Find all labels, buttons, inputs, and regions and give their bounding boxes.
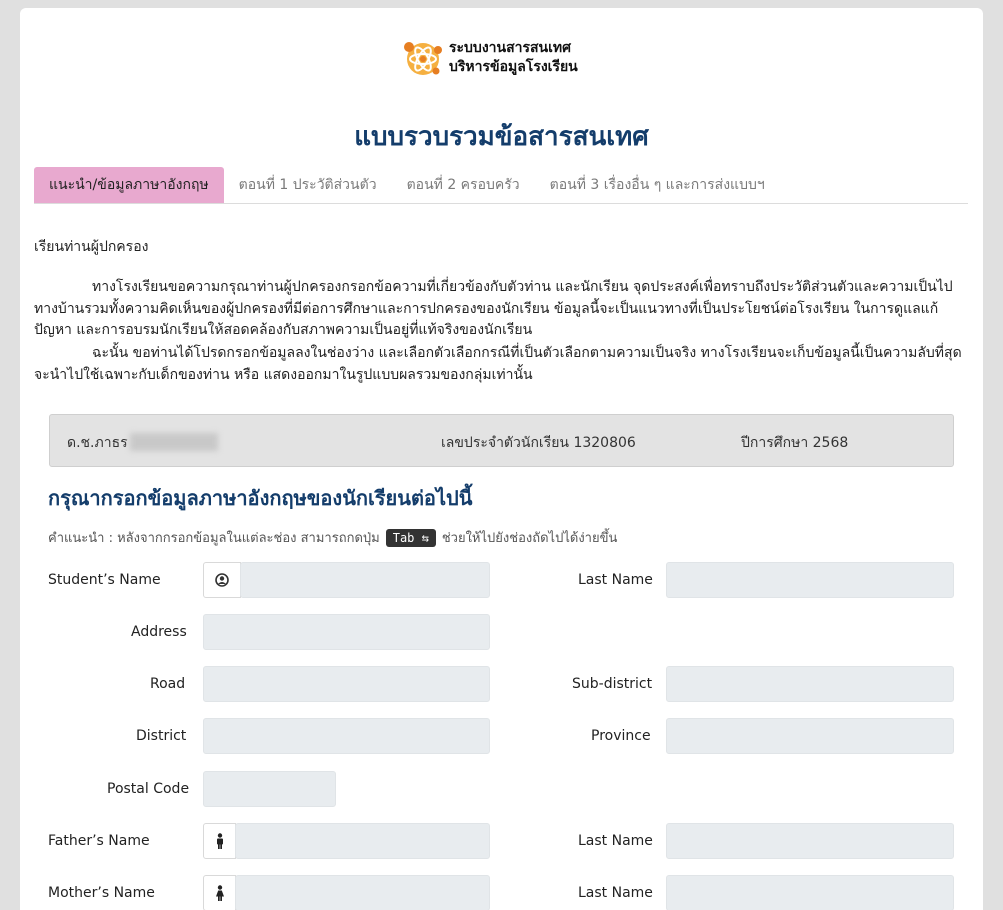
logo-title-line1: ระบบงานสารสนเทศ: [449, 40, 572, 56]
salutation: เรียนท่านผู้ปกครอง: [34, 239, 149, 255]
sub-district-label: Sub-district: [572, 676, 653, 692]
sub-district-input[interactable]: [666, 666, 954, 702]
address-input[interactable]: [203, 614, 490, 650]
school-logo[interactable]: [403, 38, 578, 78]
main-card: [20, 8, 983, 910]
mother-first-name-input[interactable]: [235, 875, 490, 910]
form-section-title: กรุณากรอกข้อมูลภาษาอังกฤษของนักเรียนต่อไปนี้: [48, 486, 473, 510]
academic-year: ปีการศึกษา 2568: [741, 435, 849, 451]
tab-other-submit[interactable]: ตอนที่ 3 เรื่องอื่น ๆ และการส่งแบบฯ: [549, 177, 765, 193]
mother-name-label: Mother’s Name: [48, 885, 155, 901]
hint-text: ช่วยให้ไปยังช่องถัดไปได้ง่ายขึ้น: [441, 531, 618, 546]
province-label: Province: [591, 728, 651, 744]
address-label: Address: [131, 624, 187, 640]
father-last-name-label: Last Name: [578, 833, 653, 849]
intro-paragraph: ฉะนั้น ขอท่านได้โปรดกรอกข้อมูลลงในช่องว่าง และเลือกตัวเลือกกรณีที่เป็นตัวเลือกตามความเป็นจริง ทางโรงเรียนจะเก็บข้อมูลนี้เป็นความลับที่สุด จะนำไปใช้เฉพาะกับเด็กของท่าน หรือ แสดงออกมาในรูปแบบผลรวมของกลุ่มเท่านั้น: [34, 345, 962, 383]
redacted-name: [130, 433, 218, 451]
user-circle-icon: [203, 562, 241, 598]
father-name-label: Father’s Name: [48, 833, 150, 849]
intro-paragraph: ทางโรงเรียนขอความกรุณาท่านผู้ปกครองกรอกข้อความที่เกี่ยวข้องกับตัวท่าน และนักเรียน จุดประสงค์เพื่อทราบถึงประวัติส่วนตัวและความเป็นไปทางบ้านรวมทั้งความคิดเห็นของผู้ปกครองที่มีต่อการศึกษาและการปกครองของนักเรียน ข้อมูลนี้จะเป็นแนวทางที่เป็นประโยชน์ต่อโรงเรียน ในการดูแลแก้ปัญหา และการอบรมนักเรียนให้สอดคล้องกับสภาพความเป็นอยู่ที่แท้จริงของนักเรียน: [34, 279, 953, 338]
student-name-text: ด.ช.ภาธร: [67, 435, 128, 451]
father-last-name-input[interactable]: [666, 823, 954, 859]
student-last-name-label: Last Name: [578, 572, 653, 588]
student-id: เลขประจำตัวนักเรียน 1320806: [441, 435, 636, 451]
tab-personal-history[interactable]: ตอนที่ 1 ประวัติส่วนตัว: [238, 177, 377, 193]
hint-text: คำแนะนำ : หลังจากกรอกข้อมูลในแต่ละช่อง สามารถกดปุ่ม: [48, 531, 380, 546]
page-title: แบบรวบรวมข้อสารสนเทศ: [354, 122, 649, 152]
student-info-bar: [49, 414, 954, 467]
tab-intro-english[interactable]: แนะนำ/ข้อมูลภาษาอังกฤษ: [34, 167, 224, 203]
atom-icon: [403, 38, 443, 78]
father-first-name-input[interactable]: [235, 823, 490, 859]
student-last-name-input[interactable]: [666, 562, 954, 598]
road-label: Road: [150, 676, 186, 692]
road-input[interactable]: [203, 666, 490, 702]
postal-code-label: Postal Code: [107, 781, 190, 797]
province-input[interactable]: [666, 718, 954, 754]
mother-last-name-input[interactable]: [666, 875, 954, 910]
student-first-name-input[interactable]: [240, 562, 490, 598]
postal-code-input[interactable]: [203, 771, 336, 807]
logo-title-line2: บริหารข้อมูลโรงเรียน: [449, 59, 578, 75]
form-hint: [48, 527, 617, 548]
district-input[interactable]: [203, 718, 490, 754]
tab-family[interactable]: ตอนที่ 2 ครอบครัว: [406, 177, 520, 193]
tab-key-badge: Tab ⇆: [386, 529, 436, 547]
district-label: District: [136, 728, 187, 744]
female-icon: [203, 875, 236, 910]
male-icon: [203, 823, 236, 859]
student-name-field: [67, 432, 218, 454]
student-name-label: Student’s Name: [48, 572, 161, 588]
tab-bar: [34, 167, 968, 204]
mother-last-name-label: Last Name: [578, 885, 653, 901]
